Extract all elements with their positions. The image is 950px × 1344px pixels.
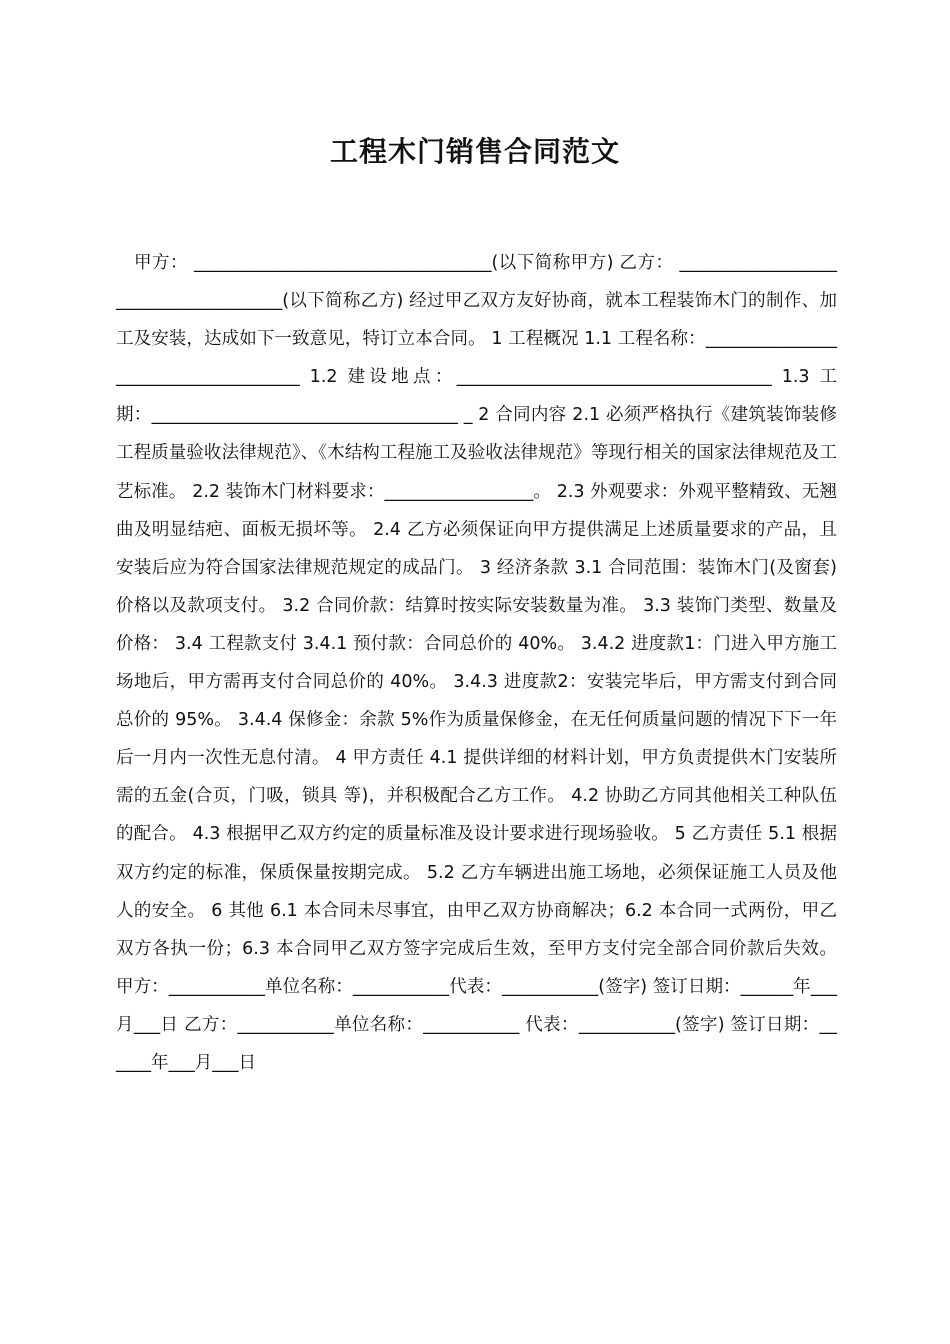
document-title: 工程木门销售合同范文 [329, 135, 620, 168]
contract-body: 甲方： __________________________________(以下简称甲方) 乙方： _____________________________________(以下简称乙方) 经过甲乙双方友好协商，就本工程装饰木门的制作、加工及安装，达成如下一致意见，特订立本合同。 1 工程概况 1.1 工程名称：____________________________________ 1.2 建设地点：____________________________________ 1.3 工 期：___________________________________ _ 2 合同内容 2.1 必须严格执行《建筑装饰装修工程质量验收法律规范》、《木结构工程施工及验收法律规范》等现行相关的国家法律规范及工艺标准。 2.2 装饰木门材料要求：_________________。 2.3 外观要求：外观平整精致、无翘曲及明显结疤、面板无损坏等。 2.4 乙方必须保证向甲方提供满足上述质量要求的产品，且安装后应为符合国家法律规范规定的成品门。 3 经济条款 3.1 合同范围：装饰木门(及窗套)价格以及款项支付。 3.2 合同价款：结算时按实际安装数量为准。 3.3 装饰门类型、数量及价格： 3.4 工程款支付 3.4.1 预付款：合同总价的 40%。 3.4.2 进度款1：门进入甲方施工场地后，甲方需再支付合同总价的 40%。 3.4.3 进度款2：安装完毕后，甲方需支付到合同总价的 95%。 3.4.4 保修金：余款 5%作为质量保修金，在无任何质量问题的情况下下一年后一月内一次性无息付清。 4 甲方责任 4.1 提供详细的材料计划，甲方负责提供木门安装所需的五金(合页，门吸，锁具 等)，并积极配合乙方工作。 4.2 协助乙方同其他相关工种队伍的配合。 4.3 根据甲乙双方约定的质量标准及设计要求进行现场验收。 5 乙方责任 5.1 根据双方约定的标准，保质保量按期完成。 5.2 乙方车辆进出施工场地，必须保证施工人员及他人的安全。 6 其他 6.1 本合同未尽事宜，由甲乙双方协商解决；6.2 本合同一式两份，甲乙双方各执一份；6.3 本合同甲乙双方签字完成后生效，至甲方支付完全部合同价款后失效。 甲方：___________单位名称：___________代表：___________(签字) 签订日期：______年___月___日 乙方：___________单位名称：___________ 代表：___________(签字) 签订日期：______年___月___日 [116, 253, 838, 1073]
